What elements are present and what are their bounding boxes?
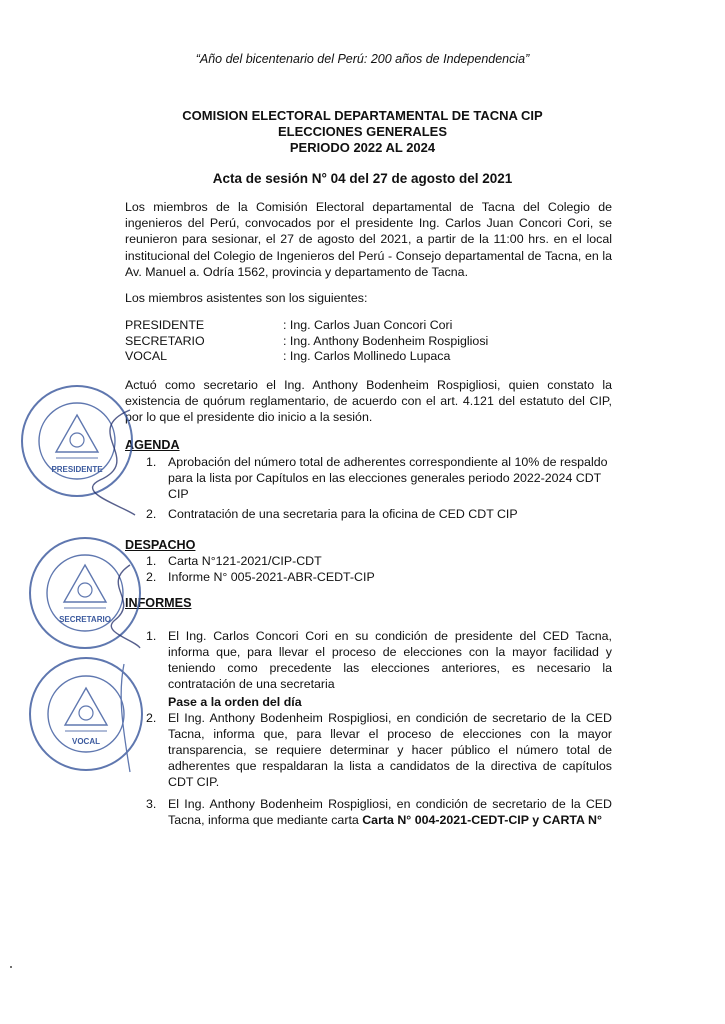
title-line: ELECCIONES GENERALES [277,124,448,139]
members-intro: Los miembros asistentes son los siguientes: [125,291,368,305]
seal-graphic [30,658,142,772]
member-role: VOCAL [125,349,168,363]
item-text: Carta N°121-2021/CIP-CDT [168,554,322,568]
pase-orden-label: Pase a la orden del día [168,695,302,709]
list-item [146,796,612,828]
scan-speck [10,966,12,968]
list-item [146,506,612,522]
member-role: SECRETARIO [125,333,205,348]
item-number: 2. [146,570,157,584]
item-text: Aprobación del número total de adherentes correspondiente al 10% de respaldo para la lista por Capítulos en las elecciones generales periodo 2022-2024 CDT CIP [168,455,608,501]
motto: “Año del bicentenario del Perú: 200 años de Independencia” [195,52,530,66]
member-row [125,318,488,334]
title-line: PERIODO 2022 AL 2024 [289,140,436,155]
member-row [125,334,488,350]
title-line: COMISION ELECTORAL DEPARTAMENTAL DE TACNA CIP [182,108,543,123]
seal-role: PRESIDENTE [51,465,103,474]
item-text: Informe N° 005-2021-ABR-CEDT-CIP [168,570,375,584]
item-text: El Ing. Carlos Concori Cori en su condición de presidente del CED Tacna, informa que, para llevar el proceso de elecciones con la mayor facilidad y teniendo como precedente las elecciones anteriores, es necesario la contratación de una secretaria [168,629,612,691]
member-role: PRESIDENTE [125,318,205,332]
seal-role: SECRETARIO [59,615,111,624]
informes-list [146,628,612,828]
item-text [168,796,612,828]
item-number: 2. [146,711,157,725]
agenda-list [146,454,612,522]
document-title [0,108,725,156]
member-name: : Ing. Carlos Mollinedo Lupaca [283,349,451,363]
quorum-paragraph: Actuó como secretario el Ing. Anthony Bodenheim Rospigliosi, quien constato la existencia de quórum reglamentario, de acuerdo con el art. 4.121 del estatuto del CIP, por lo que el presidente dio inicio a la sesión. [125,378,612,425]
item-text: El Ing. Anthony Bodenheim Rospigliosi, en condición de secretario de la CED Tacna, informa que, para llevar el proceso de elecciones con la mayor transparencia, se requiere determinar y hacer público el número total de adherentes que respaldaran la lista a candidatos de la directiva de capítulos CDT CIP. [168,711,612,789]
item-text: Contratación de una secretaria para la oficina de CED CDT CIP [168,507,518,521]
list-item [146,454,612,502]
member-row [125,349,488,365]
agenda-heading: AGENDA [125,438,180,452]
member-name: : Ing. Carlos Juan Concori Cori [283,318,453,332]
informes-heading: INFORMES [125,596,192,610]
list-item [146,710,612,790]
despacho-list [146,553,612,585]
members-list [125,318,488,365]
item-number: 1. [146,554,157,568]
list-item [146,569,612,585]
item-number: 2. [146,507,157,521]
intro-paragraph: Los miembros de la Comisión Electoral departamental de Tacna del Colegio de ingenieros del Perú, convocados por el presidente Ing. Carlos Juan Concori Cori, se reunieron para sesionar, el 27 de agosto del 2021, a partir de la 11:00 hrs. en el local institucional del Colegio de Ingenieros del Perú - Consejo departamental de Tacna, en la Av. Manuel a. Odría 1562, provincia y departamento de Tacna. [125,200,612,279]
seal-role: VOCAL [72,737,100,746]
despacho-heading: DESPACHO [125,538,196,552]
item-text-normal: El Ing. Anthony Bodenheim Rospigliosi, en condición de secretario de la CED Tacna, informa que mediante carta [168,797,612,827]
item-text-bold: Carta N° 004-2021-CEDT-CIP y CARTA N° [362,813,602,827]
act-title: Acta de sesión N° 04 del 27 de agosto del 2021 [212,171,513,186]
item-number: 1. [146,455,157,469]
member-name: : Ing. Anthony Bodenheim Rospigliosi [283,333,489,348]
signature-presidente [60,400,150,520]
item-number: 1. [146,629,157,643]
item-number: 3. [146,797,157,811]
list-item [146,628,612,692]
signature-secretario [90,560,150,650]
list-item [146,553,612,569]
vocal-seal [26,654,146,774]
